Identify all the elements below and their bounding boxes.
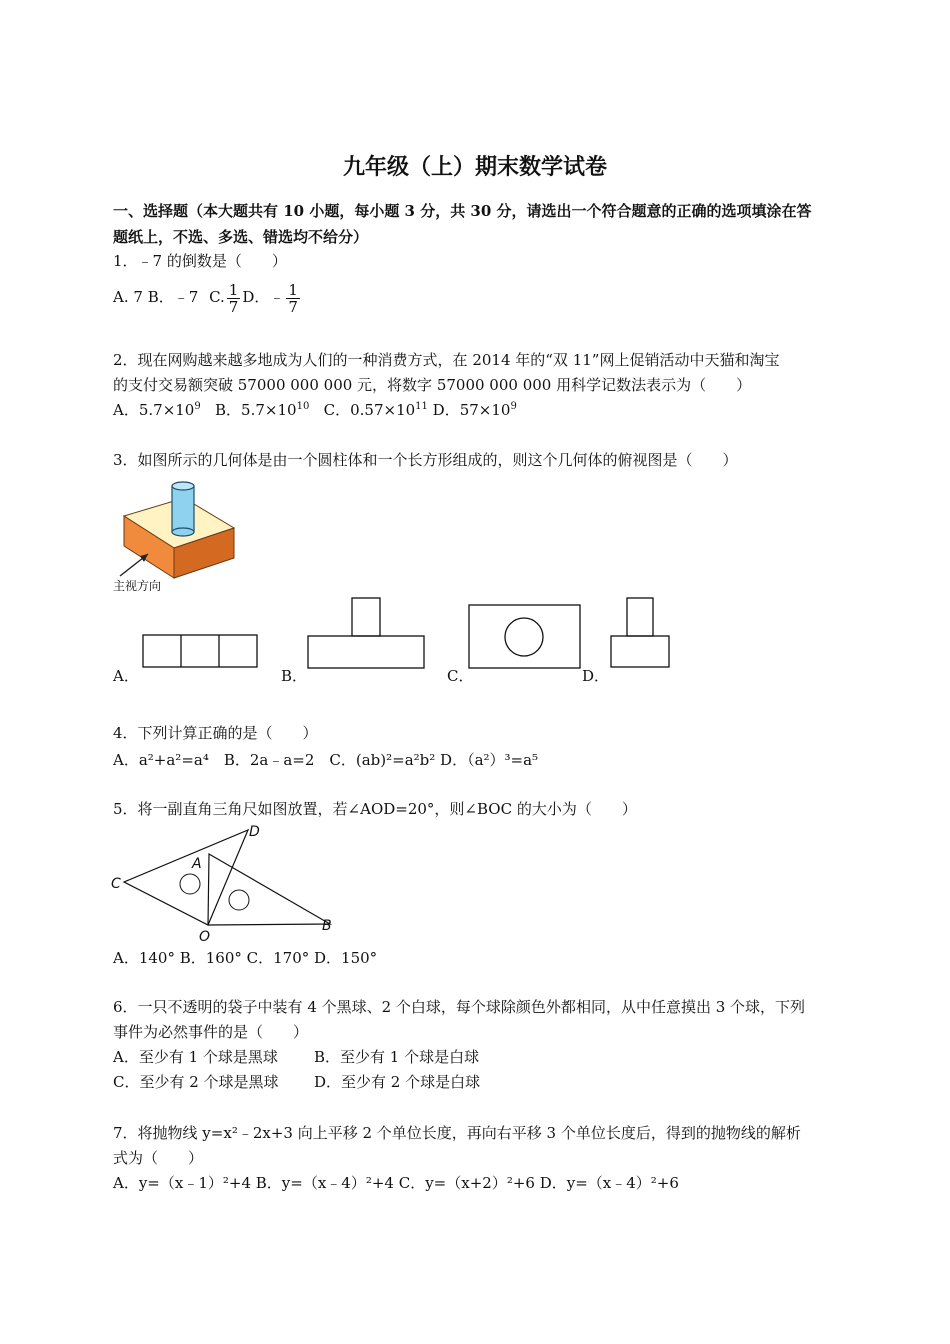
q3-stem: 3．如图所示的几何体是由一个圆柱体和一个长方形组成的，则这个几何体的俯视图是（ ） [113, 451, 738, 469]
section-heading-line1: 一、选择题（本大题共有 10 小题，每小题 3 分，共 30 分，请选出一个符合题意的正确的选项填涂在答 [113, 202, 812, 220]
point-b-label: B [322, 918, 332, 934]
q2-options [113, 400, 517, 420]
page-title: 九年级（上）期末数学试卷 [342, 154, 607, 180]
q1-option-d-label: D．﹣ [242, 288, 285, 306]
q2-line1: 2．现在网购越来越多地成为人们的一种消费方式，在 2014 年的“双 11”网上促销活动中天猫和淘宝 [113, 351, 780, 369]
fraction-denominator: 7 [228, 297, 239, 316]
q6-option-a: A．至少有 1 个球是黑球 [113, 1048, 278, 1066]
q2-option-d: D．$57\times 10^9$ [432, 401, 517, 419]
fraction-denominator: 7 [288, 297, 298, 316]
q1-stem: 1．﹣7 的倒数是（ ） [113, 252, 287, 270]
q3-option-d-figure [610, 597, 672, 670]
q2-line2: 的支付交易额突破 57000 000 000 元，将数字 57000 000 000 用科学记数法表示为（ ） [113, 376, 752, 394]
q2-option-b: B．$5.7\times 10^{10}$ [215, 401, 310, 419]
q5-stem: 5．将一副直角三角尺如图放置，若∠AOD=20°，则∠BOC 的大小为（ ） [113, 800, 637, 818]
q7-line1: 7．将抛物线 y=x²﹣2x+3 向上平移 2 个单位长度，再向右平移 3 个单位长度后，得到的抛物线的解析 [113, 1124, 801, 1142]
q3-option-b-figure [307, 597, 427, 670]
q1-option-d-fraction [286, 282, 300, 315]
q3-option-c-label: C． [447, 667, 474, 685]
q3-option-a-label: A． [113, 667, 139, 685]
q7-line2: 式为（ ） [113, 1149, 204, 1167]
point-o-label: O [199, 929, 211, 944]
point-d-label: D [249, 824, 260, 840]
point-c-label: C [111, 876, 121, 892]
q7-options: A．y=（x﹣1）²+4 B．y=（x﹣4）²+4 C．y=（x+2）²+6 D．y=（x﹣4）²+6 [113, 1174, 679, 1192]
q2-option-c: C．$0.57\times 10^{11}$ [323, 401, 428, 419]
view-direction-label: 主视方向 [113, 579, 162, 593]
q5-triangle-figure [108, 822, 338, 944]
q1-option-a: A. 7 [113, 288, 143, 306]
q5-options: A．140° B．160° C．170° D．150° [113, 949, 378, 967]
point-a-label: A [192, 856, 202, 872]
q1-options [113, 280, 302, 315]
q3-solid-figure [110, 478, 245, 596]
fraction-numerator: 1 [288, 280, 298, 299]
q6-line1: 6．一只不透明的袋子中装有 4 个黑球、2 个白球，每个球除颜色外都相同，从中任意摸出 3 个球，下列 [113, 998, 806, 1016]
q1-option-b: B．﹣7 [147, 288, 199, 306]
fraction-numerator: 1 [228, 280, 239, 299]
q4-options: A．a²+a²=a⁴ B．2a﹣a=2 C．(ab)²=a²b² D．（a²）³=a⁵ [113, 751, 539, 769]
section-heading-line2: 题纸上，不选、多选、错选均不给分） [113, 228, 369, 246]
q6-option-c: C．至少有 2 个球是黑球 [113, 1073, 279, 1091]
q6-option-b: B．至少有 1 个球是白球 [314, 1048, 480, 1066]
q3-option-c-figure [468, 604, 582, 670]
q3-option-a-figure [142, 634, 260, 670]
q6-line2: 事件为必然事件的是（ ） [113, 1023, 309, 1041]
q4-stem: 4．下列计算正确的是（ ） [113, 724, 318, 742]
q6-option-d: D．至少有 2 个球是白球 [314, 1073, 481, 1091]
q3-option-b-label: B． [281, 667, 308, 685]
q1-option-c-fraction [227, 282, 241, 315]
q3-option-d-label: D． [582, 667, 610, 685]
q2-option-a: A．$5.7\times 10^9$ [113, 401, 201, 419]
q1-option-c-label: C. [209, 288, 225, 306]
